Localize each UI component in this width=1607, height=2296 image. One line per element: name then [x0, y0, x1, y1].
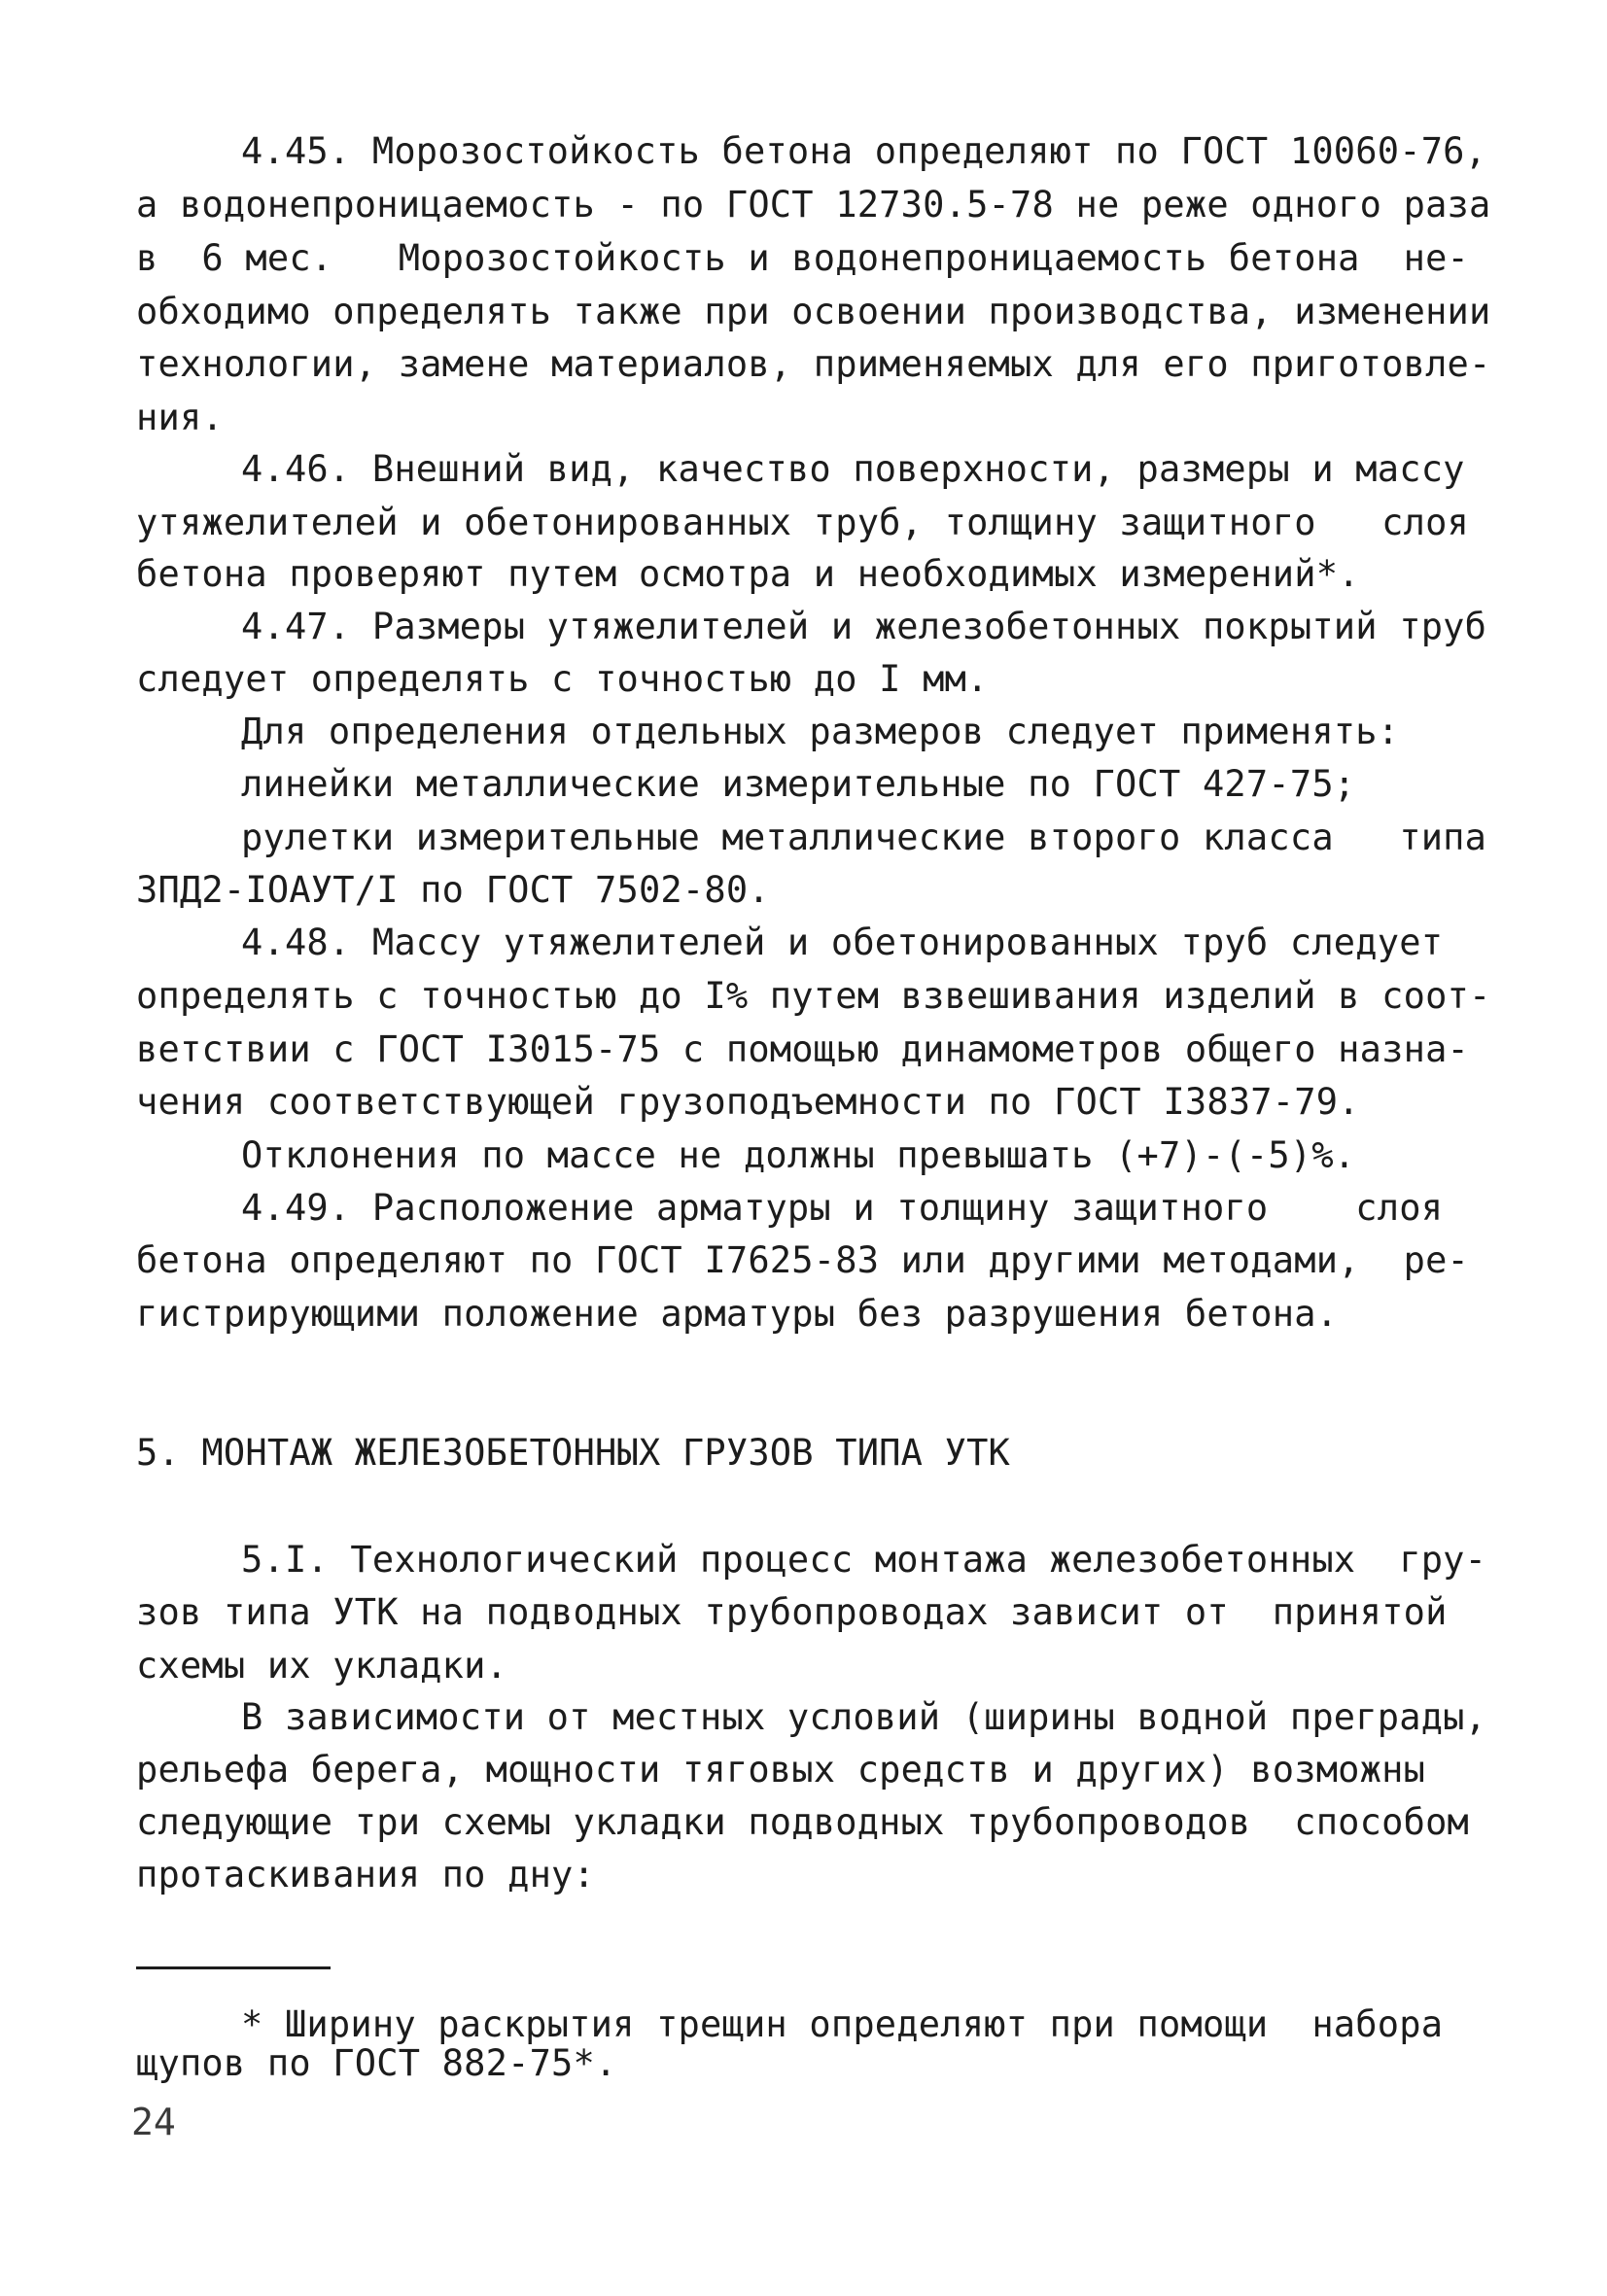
para-4-46-line-1: 4.46. Внешний вид, качество поверхности, размеры и массу	[241, 448, 1465, 490]
para-4-47-line-4: линейки металлические измерительные по ГОСТ 427-75;	[241, 763, 1356, 805]
para-4-48-line-1: 4.48. Массу утяжелителей и обетонированных труб следует	[241, 922, 1444, 963]
para-4-49-line-1: 4.49. Расположение арматуры и толщину защитного слоя	[241, 1187, 1444, 1229]
section-5-heading: 5. МОНТАЖ ЖЕЛЕЗОБЕТОННЫХ ГРУЗОВ ТИПА УТК	[136, 1432, 1011, 1474]
footnote-line-2: щупов по ГОСТ 882-75*.	[136, 2042, 617, 2084]
footnote-line-1: * Ширину раскрытия трещин определяют при помощи набора	[241, 2003, 1444, 2045]
para-4-49-line-2: бетона определяют по ГОСТ I7625-83 или другими методами, ре-	[136, 1239, 1470, 1281]
para-4-46-line-3: бетона проверяют путем осмотра и необходимых измерений*.	[136, 553, 1360, 595]
page-number: 24	[131, 2101, 176, 2143]
para-4-48-line-5: Отклонения по массе не должны превышать (+7)-(-5)%.	[241, 1134, 1356, 1176]
para-5-1-line-2: зов типа УТК на подводных трубопроводах зависит от принятой	[136, 1591, 1448, 1633]
para-4-46-line-2: утяжелителей и обетонированных труб, толщину защитного слоя	[136, 502, 1470, 543]
para-4-48-line-2: определять с точностью до I% путем взвешивания изделий в соот-	[136, 975, 1491, 1017]
para-4-47-line-6: ЗПД2-IОАУТ/I по ГОСТ 7502-80.	[136, 869, 770, 911]
para-5-2-line-3: следующие три схемы укладки подводных трубопроводов способом	[136, 1801, 1470, 1843]
para-4-47-line-5: рулетки измерительные металлические второго класса типа	[241, 817, 1487, 858]
para-5-2-line-4: протаскивания по дну:	[136, 1854, 595, 1896]
para-4-45-line-3: в 6 мес. Морозостойкость и водонепроницаемость бетона не-	[136, 237, 1470, 279]
para-5-1-line-3: схемы их укладки.	[136, 1645, 508, 1687]
para-5-1-line-1: 5.I. Технологический процесс монтажа железобетонных гру-	[241, 1539, 1487, 1581]
para-4-47-line-3: Для определения отдельных размеров следует применять:	[241, 711, 1400, 752]
footnote-divider	[136, 1966, 331, 1969]
para-4-48-line-3: ветствии с ГОСТ I3015-75 с помощью динамометров общего назна-	[136, 1028, 1470, 1070]
para-4-45-line-5: технологии, замене материалов, применяемых для его приготовле-	[136, 343, 1491, 385]
para-4-48-line-4: чения соответствующей грузоподъемности по ГОСТ I3837-79.	[136, 1081, 1360, 1123]
para-5-2-line-1: В зависимости от местных условий (ширины водной преграды,	[241, 1696, 1487, 1738]
para-5-2-line-2: рельефа берега, мощности тяговых средств и других) возможны	[136, 1749, 1426, 1791]
para-4-49-line-3: гистрирующими положение арматуры без разрушения бетона.	[136, 1293, 1339, 1335]
para-4-47-line-1: 4.47. Размеры утяжелителей и железобетонных покрытий труб	[241, 606, 1487, 647]
para-4-45-line-2: а водонепроницаемость - по ГОСТ 12730.5-78 не реже одного раза	[136, 184, 1491, 226]
para-4-45-line-6: ния.	[136, 397, 224, 438]
para-4-45-line-4: обходимо определять также при освоении производства, изменении	[136, 291, 1491, 332]
para-4-45-line-1: 4.45. Морозостойкость бетона определяют по ГОСТ 10060-76,	[241, 130, 1487, 172]
para-4-47-line-2: следует определять с точностью до I мм.	[136, 658, 989, 700]
